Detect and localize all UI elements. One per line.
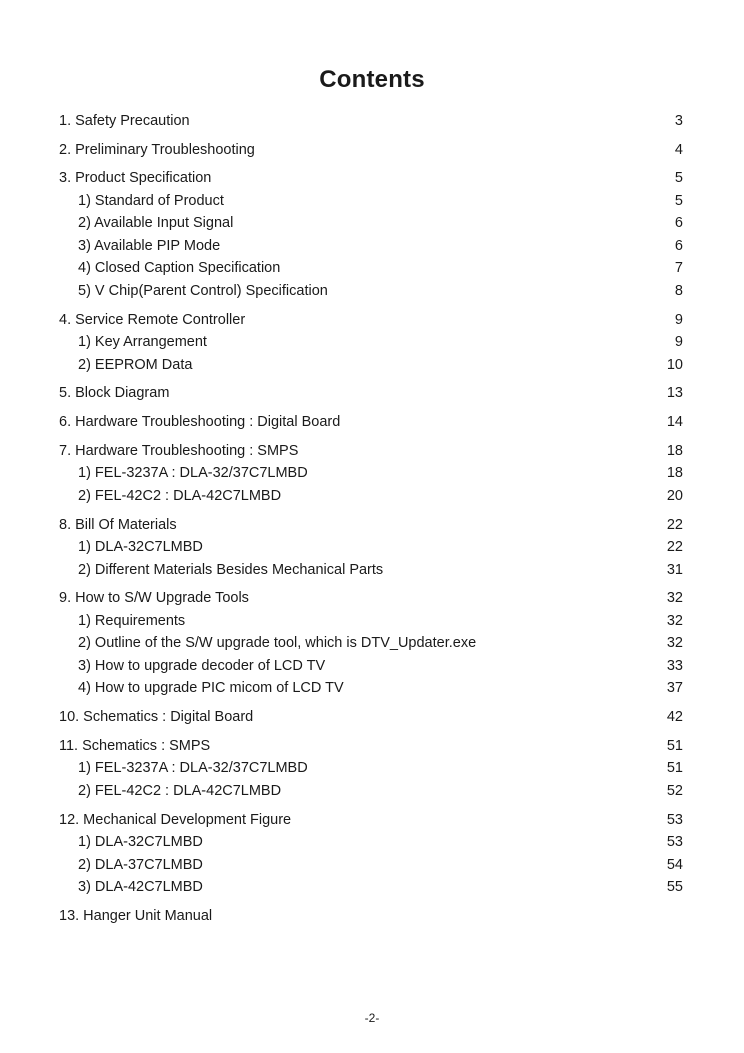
toc-entry-page: 37 xyxy=(666,680,683,696)
toc-entry-label: 6. Hardware Troubleshooting : Digital Board xyxy=(59,414,341,430)
toc-entry xyxy=(59,736,683,756)
toc-entry-label: 3. Product Specification xyxy=(59,170,212,186)
toc-entry-label: 11. Schematics : SMPS xyxy=(59,738,211,754)
toc-entry-label: 1) FEL-3237A : DLA-32/37C7LMBD xyxy=(78,760,308,776)
toc-entry-label: 9. How to S/W Upgrade Tools xyxy=(59,590,249,606)
toc-subentry xyxy=(78,855,683,875)
toc-entry-label: 1) DLA-32C7LMBD xyxy=(78,539,203,555)
toc-entry-page: 18 xyxy=(666,443,683,459)
toc-entry xyxy=(59,168,683,188)
toc-entry-page: 3 xyxy=(674,113,683,129)
toc-subentry xyxy=(78,213,683,233)
toc-entry-page: 14 xyxy=(666,414,683,430)
toc-entry-label: 8. Bill Of Materials xyxy=(59,517,177,533)
toc-subentry xyxy=(78,611,683,631)
toc-entry-label: 4) How to upgrade PIC micom of LCD TV xyxy=(78,680,344,696)
toc-entry-page: 53 xyxy=(666,812,683,828)
toc-entry-page: 22 xyxy=(666,517,683,533)
toc-entry-label: 1) Key Arrangement xyxy=(78,334,207,350)
toc-entry-label: 2) FEL-42C2 : DLA-42C7LMBD xyxy=(78,488,282,504)
toc-entry-label: 2) Outline of the S/W upgrade tool, which is DTV_Updater.exe xyxy=(78,635,477,651)
toc-entry-page: 9 xyxy=(674,334,683,350)
toc-entry xyxy=(59,707,683,727)
toc-entry xyxy=(59,810,683,830)
toc-entry-label: 4) Closed Caption Specification xyxy=(78,260,281,276)
toc-entry-label: 4. Service Remote Controller xyxy=(59,312,246,328)
toc-entry-page: 7 xyxy=(674,260,683,276)
page-title: Contents xyxy=(319,66,425,93)
toc-entry-page: 51 xyxy=(666,760,683,776)
toc-entry xyxy=(59,111,683,131)
toc-entry-label: 2) EEPROM Data xyxy=(78,357,193,373)
toc-subentry xyxy=(78,463,683,483)
toc-entry-page: 51 xyxy=(666,738,683,754)
toc-entry xyxy=(59,441,683,461)
toc-entry-label: 1) DLA-32C7LMBD xyxy=(78,834,203,850)
toc-entry-page: 8 xyxy=(674,283,683,299)
toc-entry-page: 4 xyxy=(674,142,683,158)
toc-entry-page: 31 xyxy=(666,562,683,578)
toc-entry-page: 32 xyxy=(666,590,683,606)
toc-entry-page: 54 xyxy=(666,857,683,873)
toc-subentry xyxy=(78,236,683,256)
toc-entry-label: 7. Hardware Troubleshooting : SMPS xyxy=(59,443,299,459)
toc-subentry xyxy=(78,656,683,676)
toc-subentry xyxy=(78,355,683,375)
toc-subentry xyxy=(78,877,683,897)
toc-entry-label: 3) DLA-42C7LMBD xyxy=(78,879,203,895)
toc-subentry xyxy=(78,633,683,653)
toc-entry-page: 52 xyxy=(666,783,683,799)
toc-entry-page: 32 xyxy=(666,613,683,629)
toc-subentry xyxy=(78,332,683,352)
toc-entry xyxy=(59,515,683,535)
toc-entry-label: 13. Hanger Unit Manual xyxy=(59,908,213,924)
toc-entry-label: 12. Mechanical Development Figure xyxy=(59,812,292,828)
toc-subentry xyxy=(78,537,683,557)
page-number-footer: -2- xyxy=(364,1011,380,1025)
toc-entry-label: 2) DLA-37C7LMBD xyxy=(78,857,203,873)
toc-entry-page: 20 xyxy=(666,488,683,504)
toc-entry-page: 13 xyxy=(666,385,683,401)
toc-entry-label: 10. Schematics : Digital Board xyxy=(59,709,254,725)
toc-entry-label: 1) Requirements xyxy=(78,613,186,629)
toc-entry-label: 2. Preliminary Troubleshooting xyxy=(59,142,255,158)
toc-entry-label: 2) Different Materials Besides Mechanical Parts xyxy=(78,562,384,578)
toc-entry-label: 2) FEL-42C2 : DLA-42C7LMBD xyxy=(78,783,282,799)
toc-entry xyxy=(59,412,683,432)
toc-entry-label: 3) How to upgrade decoder of LCD TV xyxy=(78,658,326,674)
toc-entry-label: 5. Block Diagram xyxy=(59,385,170,401)
toc-entry-page: 42 xyxy=(666,709,683,725)
toc-entry-label: 1) Standard of Product xyxy=(78,193,224,209)
toc-entry-page: 5 xyxy=(674,170,683,186)
toc-entry-label: 2) Available Input Signal xyxy=(78,215,234,231)
toc-entry-label: 3) Available PIP Mode xyxy=(78,238,221,254)
toc-entry-page: 32 xyxy=(666,635,683,651)
toc-subentry xyxy=(78,781,683,801)
toc-entry-label: 5) V Chip(Parent Control) Specification xyxy=(78,283,328,299)
toc-entry-label: 1) FEL-3237A : DLA-32/37C7LMBD xyxy=(78,465,308,481)
toc-entry xyxy=(59,140,683,160)
toc-subentry xyxy=(78,281,683,301)
toc-subentry xyxy=(78,486,683,506)
toc-subentry xyxy=(78,832,683,852)
toc-subentry xyxy=(78,678,683,698)
toc-entry-page: 6 xyxy=(674,215,683,231)
toc-subentry xyxy=(78,191,683,211)
toc-entry-page: 53 xyxy=(666,834,683,850)
toc-entry-page: 18 xyxy=(666,465,683,481)
toc-entry-page: 5 xyxy=(674,193,683,209)
toc-entry-page: 55 xyxy=(666,879,683,895)
toc-subentry xyxy=(78,258,683,278)
toc-entry xyxy=(59,383,683,403)
toc-subentry xyxy=(78,560,683,580)
toc-entry-page: 6 xyxy=(674,238,683,254)
toc-entry xyxy=(59,310,683,330)
toc-entry-page: 22 xyxy=(666,539,683,555)
toc-entry-page: 33 xyxy=(666,658,683,674)
toc-entry xyxy=(59,588,683,608)
toc-entry xyxy=(59,906,683,926)
toc-entry-label: 1. Safety Precaution xyxy=(59,113,190,129)
toc-entry-page: 9 xyxy=(674,312,683,328)
toc-subentry xyxy=(78,758,683,778)
toc-entry-page: 10 xyxy=(666,357,683,373)
